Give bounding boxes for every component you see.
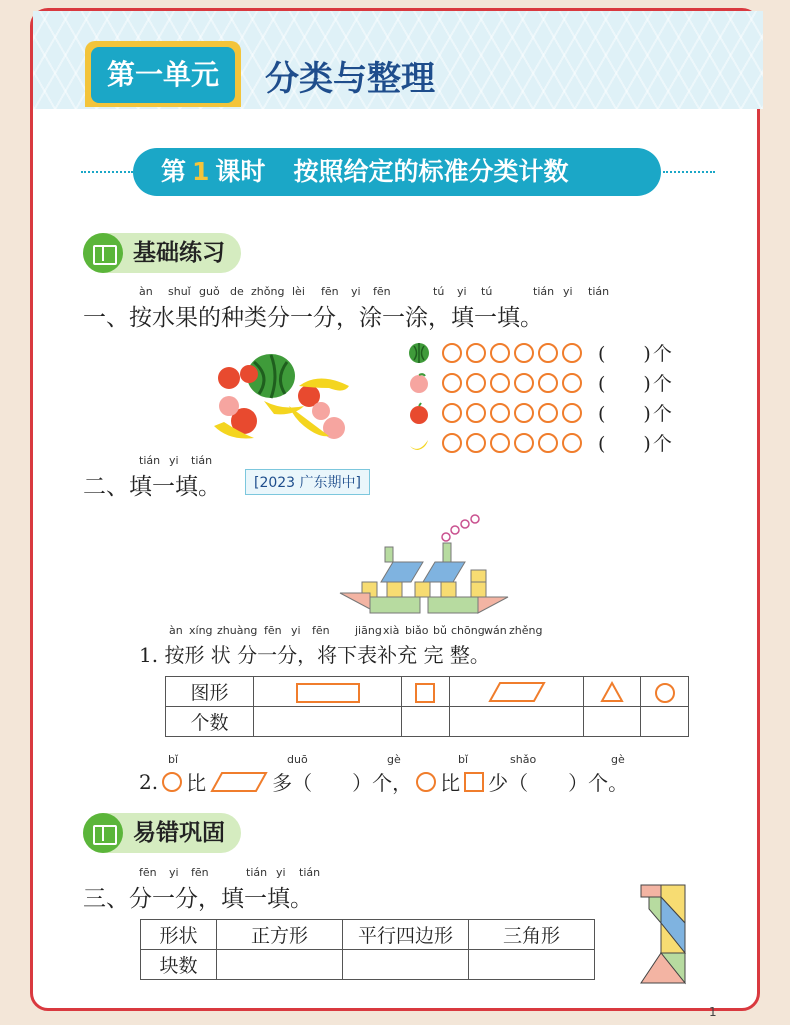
- pinyin: gè: [611, 753, 625, 766]
- color-circle[interactable]: [514, 433, 534, 453]
- shape-square: [402, 677, 450, 707]
- worksheet-page: [30, 8, 760, 1019]
- pinyin: yi: [351, 285, 361, 298]
- rectangle-shape: [296, 683, 360, 703]
- unit-tab: [85, 41, 241, 107]
- color-circle[interactable]: [490, 373, 510, 393]
- unit-text: 个: [652, 343, 672, 365]
- page-number: 1: [709, 1005, 717, 1019]
- book-icon: [83, 233, 123, 273]
- shape-parallelogram: [449, 677, 583, 707]
- answer-cell[interactable]: [641, 707, 689, 737]
- color-circle[interactable]: [562, 343, 582, 363]
- tangram-figure: [639, 883, 689, 989]
- color-circle[interactable]: [466, 373, 486, 393]
- shape-triangle: [584, 677, 641, 707]
- unit-text: 个: [652, 433, 672, 455]
- q2-2-more: 多（ ）个，: [272, 771, 413, 795]
- color-circle[interactable]: [514, 403, 534, 423]
- pinyin: bǐ: [458, 753, 469, 766]
- circle-shape: [162, 772, 182, 792]
- color-circle[interactable]: [538, 373, 558, 393]
- pinyin: duō: [287, 753, 308, 766]
- q2-2-compare: 比: [186, 771, 207, 795]
- divider-left: [81, 171, 133, 173]
- table-row-label: 个数: [166, 707, 254, 737]
- answer-cell[interactable]: [584, 707, 641, 737]
- pinyin: jiāng: [355, 624, 382, 637]
- answer-cell[interactable]: [217, 950, 343, 980]
- pinyin: shuǐ: [168, 285, 191, 298]
- pinyin: wán: [484, 624, 507, 637]
- pinyin: biǎo: [405, 624, 429, 637]
- q2-2-number: 2.: [139, 769, 159, 794]
- pinyin: tián: [139, 454, 161, 467]
- answer-cell[interactable]: [254, 707, 402, 737]
- color-circle[interactable]: [442, 433, 462, 453]
- color-circle[interactable]: [490, 403, 510, 423]
- section-basic: [83, 233, 241, 273]
- section-basic-label: 基础练习: [133, 240, 225, 266]
- pinyin: fēn: [191, 866, 209, 879]
- color-circle[interactable]: [490, 343, 510, 363]
- book-icon: [83, 813, 123, 853]
- pinyin: yi: [276, 866, 286, 879]
- question-1: 一、按水果的种类分一分，涂一涂，填一填。: [83, 305, 543, 331]
- peach-icon: [408, 372, 430, 394]
- pinyin: yi: [563, 285, 573, 298]
- pinyin: zhuàng: [217, 624, 258, 637]
- unit-label: 第一单元: [91, 47, 235, 103]
- pinyin: fēn: [139, 866, 157, 879]
- shape-count-table: [165, 676, 689, 737]
- divider-right: [663, 171, 715, 173]
- lesson-prefix: 第: [161, 157, 187, 186]
- pinyin: yi: [169, 866, 179, 879]
- pinyin: àn: [169, 624, 183, 637]
- color-circle[interactable]: [562, 373, 582, 393]
- pinyin: xià: [383, 624, 400, 637]
- count-row-watermelon: [408, 339, 672, 366]
- fruit-pile-illustration: [209, 346, 359, 446]
- pinyin: gè: [387, 753, 401, 766]
- unit-text: 个: [652, 403, 672, 425]
- question-3: 三、分一分，填一填。: [83, 886, 313, 912]
- answer-cell[interactable]: [343, 950, 469, 980]
- pinyin: àn: [139, 285, 153, 298]
- pinyin: zhěng: [509, 624, 543, 637]
- pinyin: de: [230, 285, 244, 298]
- answer-cell[interactable]: [402, 707, 450, 737]
- watermelon-icon: [408, 342, 430, 364]
- q2-2-compare: 比: [440, 771, 461, 795]
- triangle-shape: [600, 681, 624, 703]
- pinyin: tián: [191, 454, 213, 467]
- unit-title: 分类与整理: [265, 59, 435, 99]
- color-circle[interactable]: [442, 403, 462, 423]
- pinyin: lèi: [292, 285, 305, 298]
- answer-cell[interactable]: [449, 707, 583, 737]
- question-2-2: [139, 767, 628, 796]
- section-mistakes-label: 易错巩固: [133, 820, 225, 846]
- circle-shape: [416, 772, 436, 792]
- pinyin: yi: [457, 285, 467, 298]
- tangram-count-table: [140, 919, 595, 980]
- pinyin: yi: [169, 454, 179, 467]
- answer-blank[interactable]: ( ): [598, 343, 651, 365]
- apple-icon: [408, 402, 430, 424]
- answer-blank[interactable]: ( ): [598, 373, 651, 395]
- ship-illustration: [338, 511, 518, 621]
- shape-circle: [641, 677, 689, 707]
- question-2: 二、填一填。: [83, 474, 221, 500]
- color-circle[interactable]: [466, 433, 486, 453]
- pinyin: shǎo: [510, 753, 537, 766]
- table-header: 形状: [141, 920, 217, 950]
- color-circle[interactable]: [514, 373, 534, 393]
- parallelogram-shape: [488, 681, 546, 703]
- color-circle[interactable]: [538, 403, 558, 423]
- shape-rectangle: [254, 677, 402, 707]
- pinyin: tú: [481, 285, 493, 298]
- color-circle[interactable]: [466, 343, 486, 363]
- pinyin: xíng: [189, 624, 213, 637]
- answer-blank[interactable]: ( ): [598, 403, 651, 425]
- color-circle[interactable]: [562, 433, 582, 453]
- pinyin: tú: [433, 285, 445, 298]
- table-header: 三角形: [469, 920, 595, 950]
- color-circle[interactable]: [490, 433, 510, 453]
- parallelogram-shape: [210, 771, 268, 793]
- pinyin: tián: [533, 285, 555, 298]
- pinyin: bǐ: [168, 753, 179, 766]
- table-header: 平行四边形: [343, 920, 469, 950]
- lesson-number: 1: [192, 157, 210, 186]
- section-mistakes: [83, 813, 241, 853]
- pinyin: tián: [299, 866, 321, 879]
- unit-header: [33, 11, 763, 109]
- q2-2-less: 少（ ）个。: [488, 771, 629, 795]
- square-shape: [464, 772, 484, 792]
- pinyin: tián: [246, 866, 268, 879]
- color-circle[interactable]: [466, 403, 486, 423]
- table-row-label: 图形: [166, 677, 254, 707]
- color-circle[interactable]: [514, 343, 534, 363]
- pinyin: zhǒng: [251, 285, 285, 298]
- pinyin: yi: [291, 624, 301, 637]
- pinyin: fēn: [264, 624, 282, 637]
- circle-shape: [655, 683, 675, 703]
- color-circle[interactable]: [538, 343, 558, 363]
- pinyin: fēn: [312, 624, 330, 637]
- table-header: 正方形: [217, 920, 343, 950]
- pinyin: fēn: [321, 285, 339, 298]
- pinyin: tián: [588, 285, 610, 298]
- pinyin: chōng: [451, 624, 485, 637]
- answer-blank[interactable]: ( ): [598, 433, 651, 455]
- pinyin: fēn: [373, 285, 391, 298]
- color-circle[interactable]: [538, 433, 558, 453]
- source-tag: [2023 广东期中]: [245, 469, 370, 495]
- square-shape: [415, 683, 435, 703]
- lesson-suffix: 课时: [215, 157, 266, 186]
- unit-text: 个: [652, 373, 672, 395]
- lesson-title-bar: [133, 148, 661, 196]
- pinyin: guǒ: [199, 285, 220, 298]
- color-circle[interactable]: [442, 343, 462, 363]
- count-row-apple: [408, 399, 672, 426]
- answer-cell[interactable]: [469, 950, 595, 980]
- question-2-1: 1. 按形 状 分一分，将下表补充 完 整。: [139, 643, 490, 667]
- banana-icon: [408, 432, 430, 454]
- count-row-peach: [408, 369, 672, 396]
- table-row-label: 块数: [141, 950, 217, 980]
- lesson-title: 按照给定的标准分类计数: [293, 157, 569, 186]
- pinyin: bǔ: [433, 624, 447, 637]
- color-circle[interactable]: [442, 373, 462, 393]
- count-row-banana: [408, 429, 672, 456]
- color-circle[interactable]: [562, 403, 582, 423]
